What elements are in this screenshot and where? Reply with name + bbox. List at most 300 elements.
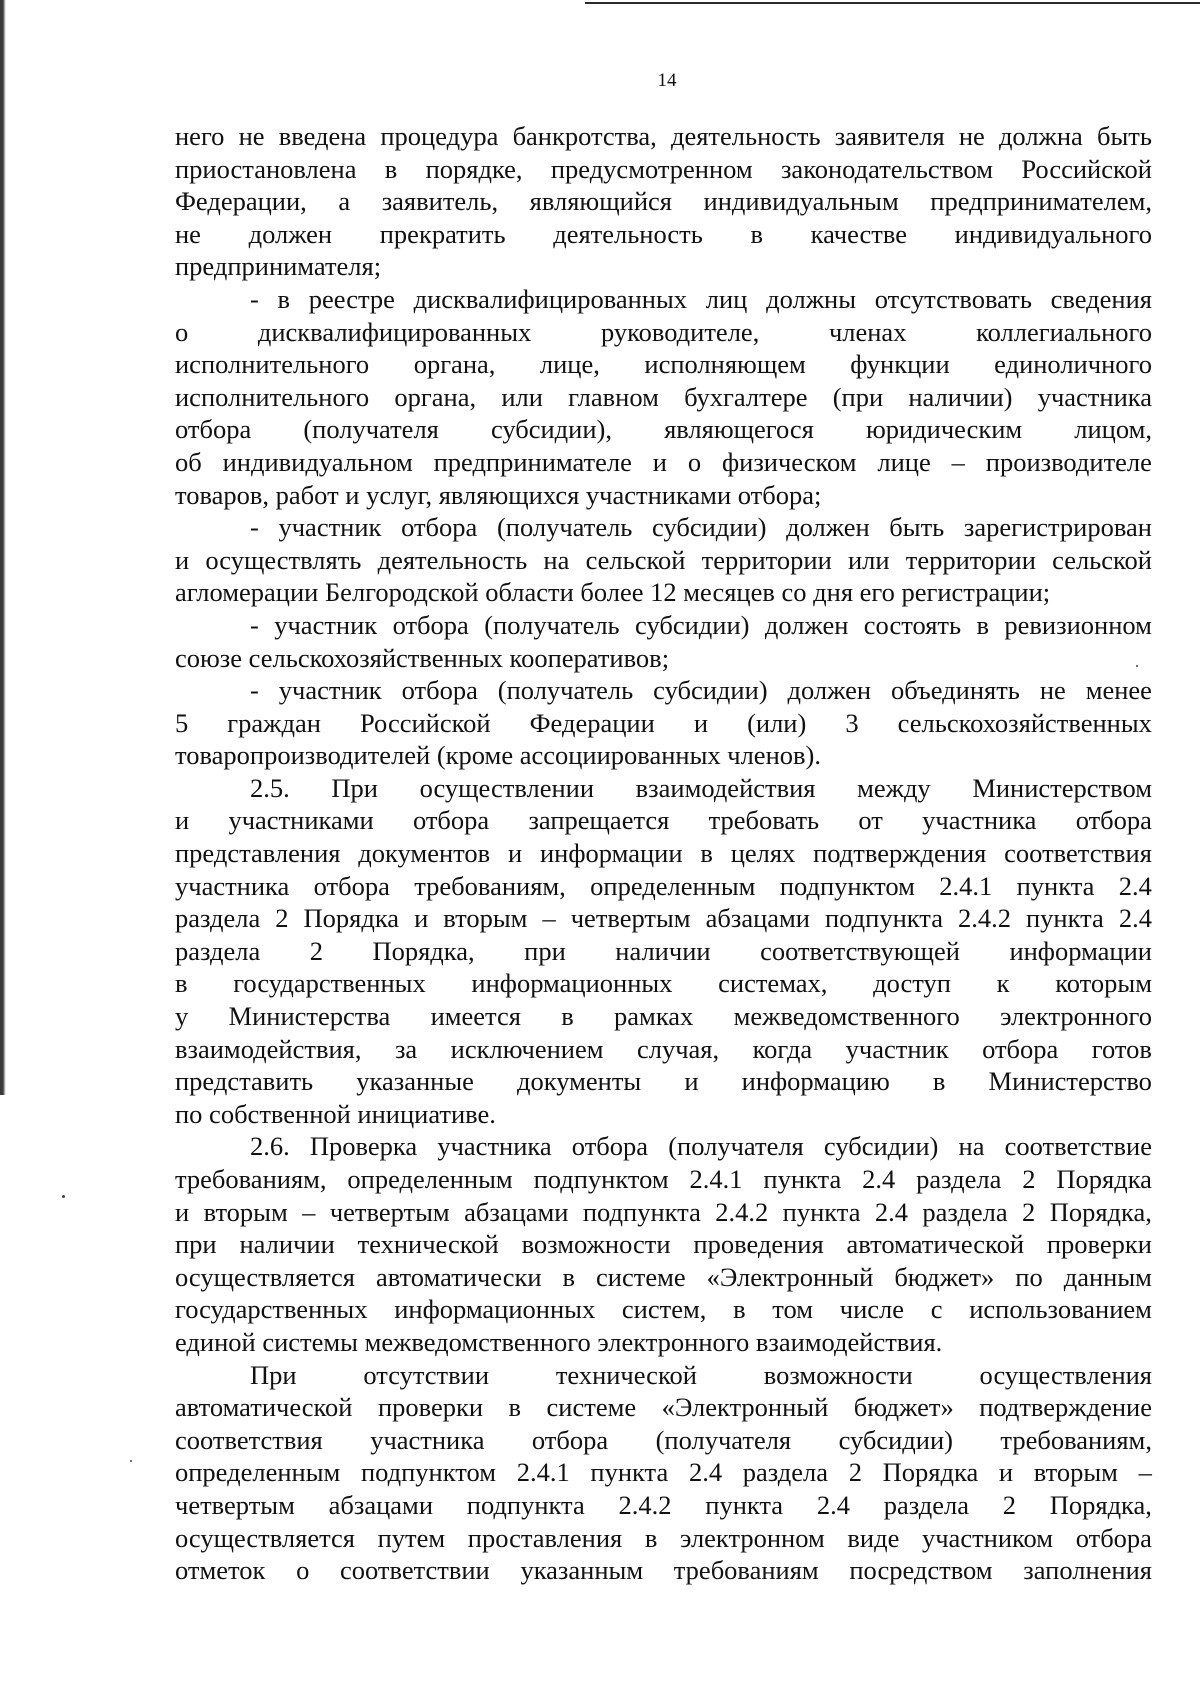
word: осуществлении bbox=[419, 772, 595, 803]
word: сельскохозяйственных bbox=[897, 707, 1152, 738]
word: требованиям, bbox=[1000, 1424, 1152, 1455]
word: должен bbox=[764, 609, 849, 640]
word: Порядка bbox=[303, 903, 400, 934]
word: 2.4.2 bbox=[715, 1196, 769, 1227]
word: или bbox=[501, 381, 543, 412]
word: представить bbox=[175, 1066, 314, 1097]
text-line: союзе сельскохозяйственных кооперативов; bbox=[175, 642, 670, 673]
word: абзацами bbox=[464, 1196, 569, 1227]
word: при bbox=[524, 935, 566, 966]
word: 2 bbox=[1002, 1489, 1016, 1520]
text-line bbox=[175, 1065, 1152, 1098]
word: подтверждения bbox=[813, 838, 987, 869]
word: соответствии bbox=[340, 1555, 490, 1586]
word: Министерство bbox=[988, 1066, 1152, 1097]
word: физическом bbox=[721, 446, 857, 477]
word: отбора bbox=[982, 1033, 1059, 1064]
word: участника bbox=[370, 1424, 485, 1455]
word: отбора bbox=[1075, 1522, 1152, 1553]
word: 2.4.1 bbox=[516, 1457, 570, 1488]
word: предпринимателе bbox=[433, 446, 632, 477]
word: территории bbox=[701, 544, 832, 575]
word: подпунктом bbox=[360, 1457, 497, 1488]
word: (получатель bbox=[496, 512, 633, 543]
word: 5 bbox=[175, 707, 189, 738]
word: отбора bbox=[401, 512, 478, 543]
word: порядке, bbox=[425, 153, 523, 184]
word: заполнения bbox=[1023, 1555, 1152, 1586]
word: к bbox=[996, 968, 1010, 999]
word: субсидии) bbox=[652, 512, 767, 543]
word: отметок bbox=[175, 1555, 266, 1586]
word: Порядка bbox=[882, 1457, 979, 1488]
word: отбора bbox=[401, 675, 478, 706]
word: должны bbox=[766, 283, 856, 314]
word: системе bbox=[596, 1261, 686, 1292]
word: готов bbox=[1091, 1033, 1152, 1064]
text-line bbox=[175, 804, 1152, 837]
word: от bbox=[858, 805, 883, 836]
word: в bbox=[561, 1001, 574, 1032]
word: заявитель, bbox=[381, 186, 499, 217]
word: сельской bbox=[1052, 544, 1152, 575]
word: о bbox=[175, 316, 189, 347]
word: за bbox=[394, 1033, 418, 1064]
word: информационных bbox=[471, 968, 673, 999]
word: соответствующей bbox=[760, 935, 960, 966]
word: 2.4.2 bbox=[618, 1489, 672, 1520]
word: 2.4 bbox=[874, 1196, 908, 1227]
word: При bbox=[331, 772, 378, 803]
word: данным bbox=[1063, 1261, 1152, 1292]
word: систем, bbox=[621, 1294, 707, 1325]
word: запрещается bbox=[528, 805, 670, 836]
word: когда bbox=[752, 1033, 813, 1064]
word: 2 bbox=[309, 935, 323, 966]
text-line bbox=[175, 1359, 1152, 1392]
word: - bbox=[250, 283, 259, 314]
text-line bbox=[175, 1000, 1152, 1033]
word: предпринимателем, bbox=[930, 186, 1152, 217]
word: процедура bbox=[380, 121, 499, 151]
word: 2.5. bbox=[250, 772, 290, 803]
word: членах bbox=[828, 316, 907, 347]
word: на bbox=[958, 1131, 985, 1162]
word: четвертым bbox=[175, 1489, 295, 1520]
text-line bbox=[175, 902, 1152, 935]
word: и bbox=[652, 446, 667, 477]
word: органа, bbox=[413, 349, 496, 380]
word: индивидуальном bbox=[222, 446, 413, 477]
word: банкротства, bbox=[512, 121, 657, 151]
word: технической bbox=[555, 1359, 697, 1390]
word: юридическим bbox=[865, 414, 1023, 445]
word: 2.4.1 bbox=[939, 870, 993, 901]
scan-edge-line bbox=[585, 2, 1200, 4]
word: четвертым bbox=[329, 1196, 450, 1227]
word: Министерства bbox=[228, 1001, 391, 1032]
word: отбора bbox=[531, 1424, 609, 1455]
word: раздела bbox=[922, 1196, 1008, 1227]
word: территории bbox=[905, 544, 1036, 575]
word: случая, bbox=[636, 1033, 720, 1064]
word: взаимодействия bbox=[635, 772, 816, 803]
word: участника bbox=[1037, 381, 1152, 412]
text-line bbox=[175, 218, 1152, 251]
scan-speck bbox=[130, 1460, 132, 1462]
text-line bbox=[175, 316, 1152, 349]
word: быть bbox=[889, 512, 945, 543]
word: него bbox=[175, 121, 225, 151]
text-line bbox=[175, 413, 1152, 446]
text-line bbox=[175, 1424, 1152, 1457]
word: 2 bbox=[1022, 1196, 1036, 1227]
word: ревизионном bbox=[1004, 609, 1152, 640]
word: требованиям bbox=[673, 1555, 819, 1586]
text-line: товаропроизводителей (кроме ассоциированных членов). bbox=[175, 740, 821, 771]
word: участника bbox=[175, 870, 290, 901]
word: отбора bbox=[571, 1131, 649, 1162]
word: осуществлять bbox=[205, 544, 362, 575]
word: заявителя bbox=[834, 121, 945, 151]
text-line bbox=[175, 153, 1152, 186]
word: Проверка bbox=[309, 1131, 418, 1162]
word: - bbox=[250, 512, 259, 543]
text-line bbox=[175, 870, 1152, 903]
word: Министерством bbox=[972, 772, 1152, 803]
word: между bbox=[857, 772, 931, 803]
word: пункта bbox=[590, 1457, 669, 1488]
word: не bbox=[958, 121, 985, 151]
word: подпункта bbox=[582, 1196, 701, 1227]
word: 2.4 bbox=[862, 1164, 896, 1194]
word: и bbox=[175, 1196, 190, 1227]
word: быть bbox=[1096, 121, 1152, 151]
word: которым bbox=[1055, 968, 1152, 999]
word: на bbox=[543, 544, 570, 575]
word: зарегистрирован bbox=[963, 512, 1152, 543]
text-line bbox=[175, 1261, 1152, 1294]
word: определенным bbox=[175, 1457, 341, 1488]
word: Федерации bbox=[529, 707, 655, 738]
word: государственных bbox=[175, 1294, 368, 1325]
word: имеется bbox=[430, 1001, 521, 1032]
word: проведения bbox=[693, 1229, 824, 1260]
word: и bbox=[998, 1457, 1014, 1488]
word: субсидии) bbox=[838, 1424, 953, 1455]
text-line bbox=[175, 348, 1152, 381]
word: указанным bbox=[520, 1555, 644, 1586]
word: с bbox=[930, 1294, 943, 1325]
word: субсидии) bbox=[653, 675, 768, 706]
word: реестре bbox=[308, 283, 395, 314]
word: коллегиального bbox=[976, 316, 1152, 347]
word: деятельность bbox=[670, 121, 821, 151]
word: в bbox=[175, 968, 188, 999]
word: единоличного bbox=[994, 349, 1152, 380]
word: участника bbox=[922, 805, 1037, 836]
word: Порядка, bbox=[372, 935, 475, 966]
text-line: предпринимателя; bbox=[175, 251, 382, 282]
text-line: единой системы межведомственного электронного взаимодействия. bbox=[175, 1326, 943, 1357]
word: исключением bbox=[450, 1033, 604, 1064]
word: субсидии), bbox=[490, 414, 612, 445]
word: доступ bbox=[873, 968, 951, 999]
word: законодательством bbox=[780, 153, 994, 184]
word: Порядка, bbox=[1049, 1489, 1152, 1520]
word: или bbox=[847, 544, 890, 575]
word: Порядка bbox=[1056, 1164, 1152, 1194]
word: раздела bbox=[175, 903, 261, 934]
word: отбора bbox=[1075, 805, 1152, 836]
word: вторым bbox=[1033, 1457, 1118, 1488]
word: участник bbox=[274, 609, 378, 640]
word: субсидии) bbox=[635, 609, 750, 640]
word: исполнительного bbox=[175, 381, 370, 412]
word: системах, bbox=[718, 968, 828, 999]
word: прекратить bbox=[379, 218, 506, 249]
word: участниками bbox=[228, 805, 374, 836]
word: автоматической bbox=[846, 1229, 1025, 1260]
word: в bbox=[644, 1522, 658, 1553]
word: электронном bbox=[680, 1522, 825, 1553]
word: 2.6. bbox=[250, 1131, 290, 1162]
word: числе bbox=[839, 1294, 905, 1325]
word: руководителе, bbox=[600, 316, 760, 347]
word: и bbox=[175, 544, 190, 575]
word: (или) bbox=[747, 707, 807, 738]
word: (получателя bbox=[303, 414, 439, 445]
text-line bbox=[175, 707, 1152, 740]
word: дисквалифицированных bbox=[257, 316, 532, 347]
word: посредством bbox=[849, 1555, 993, 1586]
word: возможности bbox=[763, 1359, 913, 1390]
word: «Электронный bbox=[706, 1261, 874, 1292]
word: являющийся bbox=[529, 186, 672, 217]
word: 2.4 bbox=[1118, 870, 1152, 901]
word: - bbox=[250, 609, 259, 640]
word: системе bbox=[546, 1392, 637, 1423]
word: автоматической bbox=[175, 1392, 353, 1423]
word: (получателя bbox=[655, 1424, 792, 1455]
word: Порядка, bbox=[1049, 1196, 1152, 1227]
word: отбора bbox=[392, 609, 469, 640]
word: состоять bbox=[863, 609, 962, 640]
word: «Электронный bbox=[661, 1392, 829, 1423]
word: отсутствии bbox=[363, 1359, 489, 1390]
word: менее bbox=[1085, 675, 1152, 706]
word: путем bbox=[377, 1522, 446, 1553]
document-body bbox=[175, 120, 1152, 1587]
word: электронного bbox=[1000, 1001, 1152, 1032]
text-line bbox=[175, 772, 1152, 805]
word: определенным bbox=[347, 1164, 513, 1194]
word: участник bbox=[845, 1033, 949, 1064]
word: осуществляется bbox=[175, 1261, 355, 1292]
word: Федерации, bbox=[175, 186, 307, 217]
word: требованиям, bbox=[175, 1164, 327, 1194]
word: являющегося bbox=[664, 414, 814, 445]
word: документов bbox=[358, 838, 491, 869]
word: (при bbox=[832, 381, 884, 412]
word: отбора bbox=[175, 414, 252, 445]
word: и bbox=[414, 903, 429, 934]
word: в bbox=[508, 1392, 522, 1423]
word: Российской bbox=[359, 707, 491, 738]
word: производителе bbox=[985, 446, 1152, 477]
word: При bbox=[250, 1359, 297, 1390]
word: должна bbox=[998, 121, 1083, 151]
word: введена bbox=[278, 121, 367, 151]
text-line bbox=[175, 935, 1152, 968]
word: органа, bbox=[394, 381, 477, 412]
text-line bbox=[175, 1456, 1152, 1489]
text-line bbox=[175, 511, 1152, 544]
word: индивидуального bbox=[954, 218, 1152, 249]
word: – bbox=[1138, 1457, 1152, 1488]
word: подтверждение bbox=[979, 1392, 1152, 1423]
word: соответствия bbox=[175, 1424, 323, 1455]
word: 2.4 bbox=[688, 1457, 723, 1488]
word: абзацами bbox=[705, 903, 810, 934]
word: лиц bbox=[705, 283, 748, 314]
word: деятельность bbox=[377, 544, 528, 575]
word: при bbox=[175, 1229, 217, 1260]
word: бюджет» bbox=[894, 1261, 995, 1292]
text-line bbox=[175, 1489, 1152, 1522]
word: рамках bbox=[614, 1001, 694, 1032]
word: бюджет» bbox=[853, 1392, 954, 1423]
word: качестве bbox=[810, 218, 908, 249]
word: четвертым bbox=[570, 903, 691, 934]
word: в bbox=[750, 218, 763, 249]
word: 3 bbox=[845, 707, 859, 738]
word: целях bbox=[730, 838, 796, 869]
word: проставления bbox=[467, 1522, 623, 1553]
word: по bbox=[1015, 1261, 1043, 1292]
word: использованием bbox=[969, 1294, 1152, 1325]
word: пункта bbox=[782, 1196, 861, 1227]
word: проверки bbox=[1046, 1229, 1152, 1260]
text-line: агломерации Белгородской области более 12 месяцев со дня его регистрации; bbox=[175, 577, 1051, 608]
word: проверки bbox=[377, 1392, 484, 1423]
word: объединять bbox=[890, 675, 1020, 706]
word: (получатель bbox=[497, 675, 634, 706]
text-line bbox=[175, 1554, 1152, 1587]
word: не bbox=[1039, 675, 1066, 706]
word: участника bbox=[437, 1131, 552, 1162]
text-line bbox=[175, 967, 1152, 1000]
word: представления bbox=[175, 838, 341, 869]
word: пункта bbox=[705, 1489, 784, 1520]
text-line bbox=[175, 674, 1152, 707]
word: о bbox=[687, 446, 702, 477]
word: в bbox=[976, 609, 989, 640]
word: функции bbox=[850, 349, 950, 380]
page-number: 14 bbox=[657, 70, 677, 91]
word: - bbox=[250, 675, 259, 706]
word: 2 bbox=[275, 903, 289, 934]
text-line: по собственной инициативе. bbox=[175, 1098, 496, 1129]
word: наличии bbox=[239, 1229, 335, 1260]
text-line bbox=[175, 120, 1152, 153]
word: раздела bbox=[883, 1489, 969, 1520]
word: лице, bbox=[539, 349, 600, 380]
word: пункта bbox=[1026, 903, 1104, 934]
word: осуществляется bbox=[175, 1522, 355, 1553]
word: участник bbox=[278, 512, 382, 543]
text-line bbox=[175, 1196, 1152, 1229]
text-line bbox=[175, 1293, 1152, 1326]
word: автоматически bbox=[375, 1261, 542, 1292]
word: виде bbox=[847, 1522, 900, 1553]
word: соответствия bbox=[1004, 838, 1152, 869]
word: раздела bbox=[175, 935, 261, 966]
word: приостановлена bbox=[175, 153, 357, 184]
word: у bbox=[175, 1001, 189, 1032]
word: не bbox=[238, 121, 265, 151]
word: том bbox=[772, 1294, 814, 1325]
word: вторым bbox=[443, 903, 528, 934]
word: – bbox=[542, 903, 556, 934]
text-line bbox=[175, 446, 1152, 479]
word: (получателя bbox=[668, 1131, 804, 1162]
text-line bbox=[175, 283, 1152, 316]
text-line bbox=[175, 381, 1152, 414]
word: индивидуальным bbox=[703, 186, 899, 217]
text-line bbox=[175, 1391, 1152, 1424]
word: информацию bbox=[741, 1066, 890, 1097]
word: Российской bbox=[1021, 153, 1152, 184]
word: субсидии) bbox=[823, 1131, 939, 1162]
word: в bbox=[733, 1294, 746, 1325]
word: 2.4.1 bbox=[689, 1164, 743, 1194]
word: сведения bbox=[1050, 283, 1152, 314]
word: должен bbox=[248, 218, 333, 249]
word: информации bbox=[1009, 935, 1152, 966]
word: исполняющем bbox=[644, 349, 806, 380]
word: в bbox=[562, 1261, 576, 1292]
word: в bbox=[932, 1066, 946, 1097]
word: в bbox=[700, 838, 713, 869]
word: бухгалтере bbox=[684, 381, 808, 412]
word: подпунктом bbox=[779, 870, 915, 901]
word: 2.4 bbox=[1118, 903, 1152, 934]
word: абзацами bbox=[328, 1489, 433, 1520]
word: главном bbox=[568, 381, 659, 412]
word: подпункта bbox=[466, 1489, 585, 1520]
word: требовать bbox=[708, 805, 820, 836]
word: определенным bbox=[590, 870, 756, 901]
word: наличии) bbox=[908, 381, 1013, 412]
word: сельской bbox=[585, 544, 686, 575]
word: 2.4.2 bbox=[957, 903, 1011, 934]
word: деятельность bbox=[553, 218, 703, 249]
word: граждан bbox=[227, 707, 321, 738]
text-line bbox=[175, 1130, 1152, 1163]
word: предусмотренном bbox=[550, 153, 753, 184]
word: возможности bbox=[521, 1229, 671, 1260]
scan-speck bbox=[62, 1195, 65, 1198]
word: технической bbox=[357, 1229, 499, 1260]
text-line bbox=[175, 185, 1152, 218]
word: (получатель bbox=[484, 609, 620, 640]
word: раздела bbox=[916, 1164, 1002, 1194]
word: 2 bbox=[848, 1457, 862, 1488]
word: подпункта bbox=[825, 903, 943, 934]
word: участник bbox=[278, 675, 382, 706]
word: – bbox=[302, 1196, 316, 1227]
